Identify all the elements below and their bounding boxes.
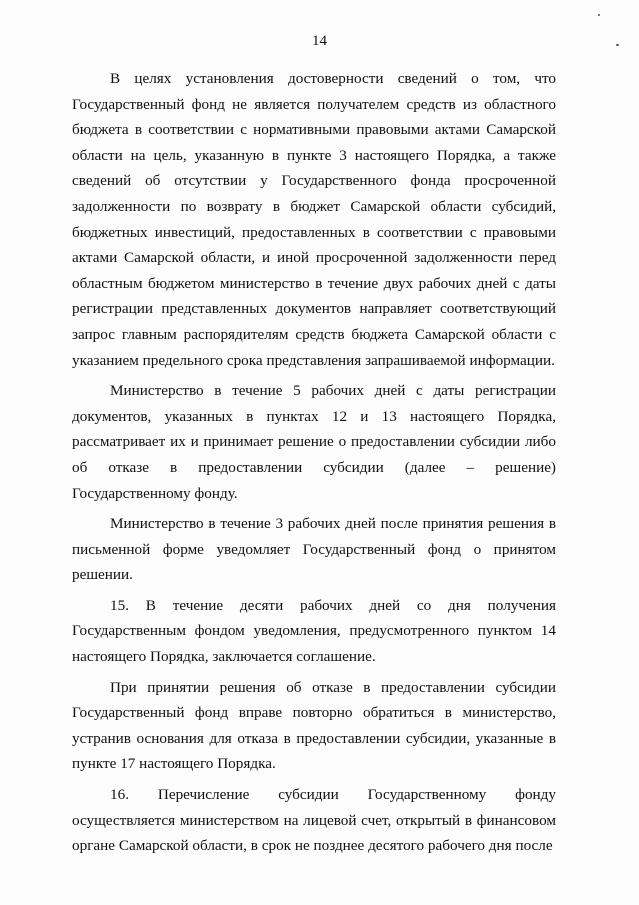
paragraph-review-period: Министерство в течение 5 рабочих дней с даты регистрации документов, указанных в пунктах 12 и 13 настоящего Порядка, рассматривает их и принимает решение о предоставлении субсидии либо об отказе в предоставлении субсидии (далее – решение) Государственному фонду. xyxy=(72,382,556,502)
paragraph-notification: Министерство в течение 3 рабочих дней после принятия решения в письменной форме уведомляет Государственный фонд о принятом решении. xyxy=(72,515,556,584)
paragraph-verification: В целях установления достоверности сведений о том, что Государственный фонд не является получателем средств из областного бюджета в соответствии с нормативными правовыми актами Самарской области на цель, указанную в пункте 3 настоящего Порядка, а также сведений об отсутствии у Государственного фонда просроченной задолженности по возврату в бюджет Самарской области субсидий, бюджетных инвестиций, предоставленных в соответствии с правовыми актами Самарской области, и иной просроченной задолженности перед областным бюджетом министерство в течение двух рабочих дней с даты регистрации представленных документов направляет соответствующий запрос главным распорядителям средств бюджета Самарской области с указанием предельного срока представления запрашиваемой информации. xyxy=(72,70,556,369)
scan-speck xyxy=(616,44,619,46)
document-body xyxy=(72,66,556,859)
scan-speck xyxy=(598,14,600,16)
page-number: 14 xyxy=(312,33,327,49)
paragraph-item-16: 16. Перечисление субсидии Государственному фонду осуществляется министерством на лицевой счет, открытый в финансовом органе Самарской области, в срок не позднее десятого рабочего дня после xyxy=(72,786,556,855)
paragraph-refusal-reapply: При принятии решения об отказе в предоставлении субсидии Государственный фонд вправе повторно обратиться в министерство, устранив основания для отказа в предоставлении субсидии, указанные в пункте 17 настоящего Порядка. xyxy=(72,678,556,773)
paragraph-item-15: 15. В течение десяти рабочих дней со дня получения Государственным фондом уведомления, предусмотренного пунктом 14 настоящего Порядка, заключается соглашение. xyxy=(72,596,556,666)
